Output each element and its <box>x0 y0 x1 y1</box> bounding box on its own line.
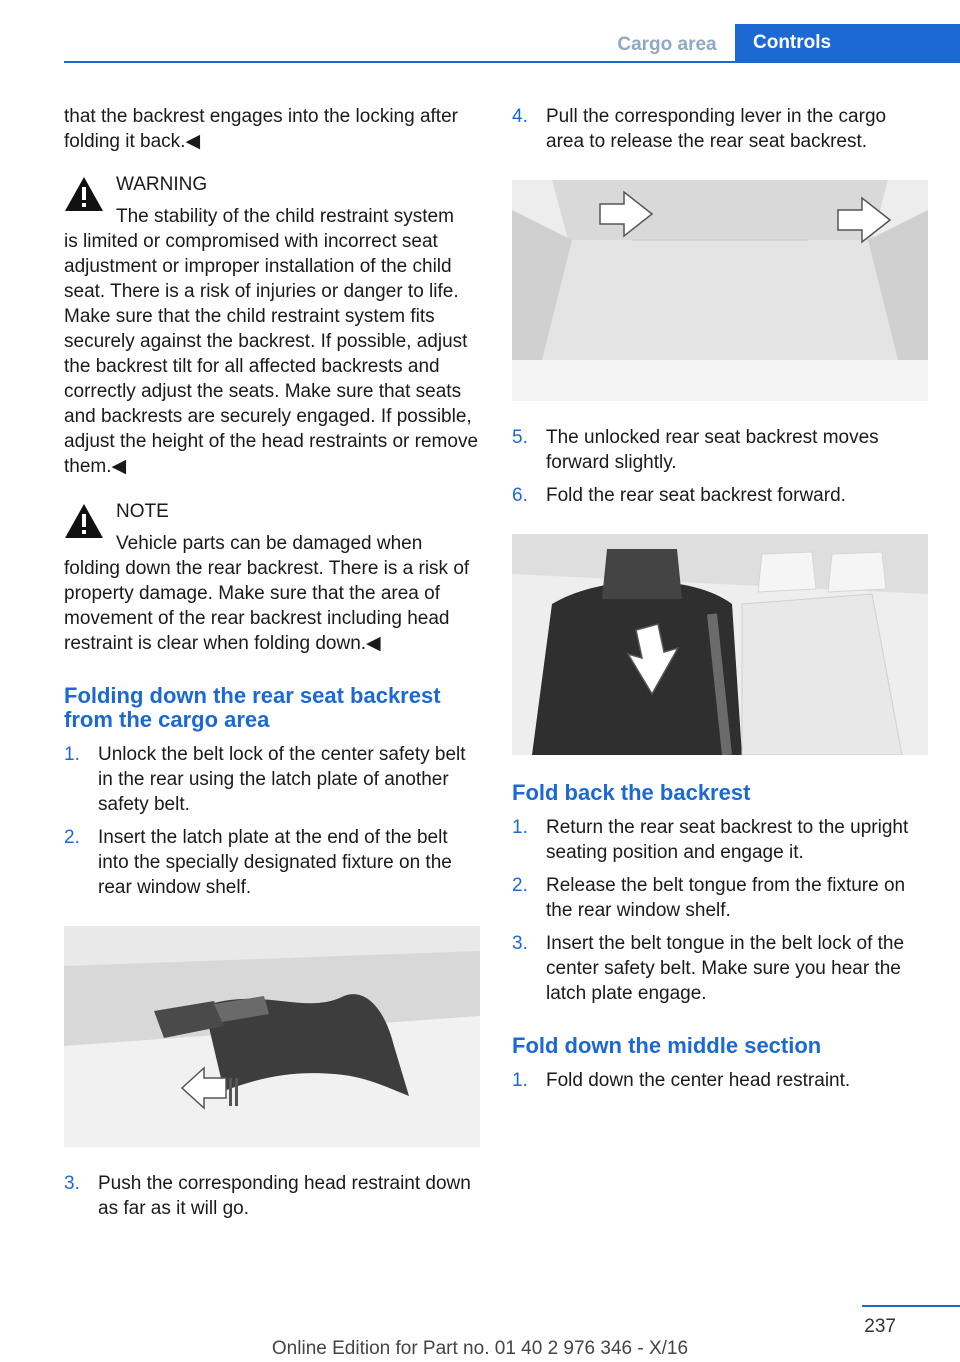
step-text: Push the corresponding head restraint down as far as it will go. <box>98 1173 471 1219</box>
list-item <box>512 425 928 475</box>
release-steps-list-continued <box>512 425 928 508</box>
folding-steps-list <box>64 742 480 900</box>
list-item <box>64 825 480 900</box>
list-item <box>512 815 928 865</box>
step-text: Fold down the center head restraint. <box>546 1070 851 1091</box>
step-number: 1. <box>512 1070 528 1091</box>
step-number: 3. <box>64 1173 80 1194</box>
list-item <box>64 742 480 817</box>
header-controls-tab[interactable]: Controls <box>735 24 960 62</box>
step-text: The unlocked rear seat backrest moves forward slightly. <box>546 427 879 473</box>
shelf-latch-illustration <box>64 926 480 1147</box>
footer-rule <box>862 1305 960 1307</box>
step-number: 1. <box>64 744 80 765</box>
step-text: Fold the rear seat backrest forward. <box>546 485 846 506</box>
left-column <box>64 104 480 1229</box>
step-text: Insert the belt tongue in the belt lock of the center safety belt. Make sure you hear the latch plate engage. <box>546 933 905 1004</box>
note-first-line: Vehicle parts can be damaged when <box>116 533 423 554</box>
page-number: 237 <box>864 1316 896 1337</box>
folding-steps-list-continued <box>64 1171 480 1221</box>
list-item <box>512 873 928 923</box>
list-item <box>512 104 928 154</box>
step-number: 1. <box>512 817 528 838</box>
shelf-latch-drawing <box>64 926 480 1147</box>
right-column <box>512 104 928 1101</box>
warning-triangle-icon <box>64 176 104 212</box>
cargo-area-illustration <box>512 180 928 401</box>
warning-first-line: The stability of the child restraint system <box>116 206 454 227</box>
section-heading-middle-section: Fold down the middle section <box>512 1033 822 1058</box>
step-text: Return the rear seat backrest to the upright seating position and engage it. <box>546 817 909 863</box>
step-number: 6. <box>512 485 528 506</box>
list-item <box>512 931 928 1006</box>
list-item <box>64 1171 480 1221</box>
list-item <box>512 1068 928 1093</box>
step-number: 5. <box>512 427 528 448</box>
step-number: 2. <box>64 827 80 848</box>
cargo-area-drawing <box>512 180 928 401</box>
note-text: folding down the rear backrest. There is a risk of property damage. Make sure that the area of movement of the rear backrest including head restraint is clear when folding down.◀ <box>64 558 470 654</box>
edition-footer: Online Edition for Part no. 01 40 2 976 346 - X/16 <box>271 1338 689 1359</box>
list-item <box>512 483 928 508</box>
header-section-label: Cargo area <box>617 33 717 55</box>
step-number: 3. <box>512 933 528 954</box>
rear-seat-illustration <box>512 534 928 755</box>
intro-paragraph: that the backrest engages into the locking after folding it back.◀ <box>64 106 458 152</box>
step-text: Pull the corresponding lever in the cargo area to release the rear seat backrest. <box>546 106 887 152</box>
warning-notice <box>64 172 480 479</box>
step-text: Unlock the belt lock of the center safety belt in the rear using the latch plate of another safety belt. <box>98 744 466 815</box>
step-text: Release the belt tongue from the fixture on the rear window shelf. <box>546 875 906 921</box>
note-title: NOTE <box>116 501 169 522</box>
section-heading-folding-down: Folding down the rear seat backrest from the cargo area <box>64 683 441 732</box>
rear-seat-drawing <box>512 534 928 755</box>
warning-triangle-icon <box>64 503 104 539</box>
fold-back-steps-list <box>512 815 928 1006</box>
section-heading-fold-back: Fold back the backrest <box>512 780 751 805</box>
warning-title: WARNING <box>116 174 208 195</box>
step-text: Insert the latch plate at the end of the belt into the specially designated fixture on the rear window shelf. <box>98 827 452 898</box>
warning-text: is limited or compromised with incorrect seat adjustment or improper installation of the child seat. There is a risk of injuries or danger to life. Make sure that the child restraint system fits securely against the backrest. If possible, adjust the backrest tilt for all affected backrests and correctly adjust the seats. Make sure that seats and backrests are securely engaged. If possible, adjust the height of the head restraints or remove them.◀ <box>64 231 479 477</box>
step-number: 4. <box>512 106 528 127</box>
note-notice <box>64 499 480 656</box>
release-steps-list <box>512 104 928 154</box>
middle-section-steps-list <box>512 1068 928 1093</box>
step-number: 2. <box>512 875 528 896</box>
